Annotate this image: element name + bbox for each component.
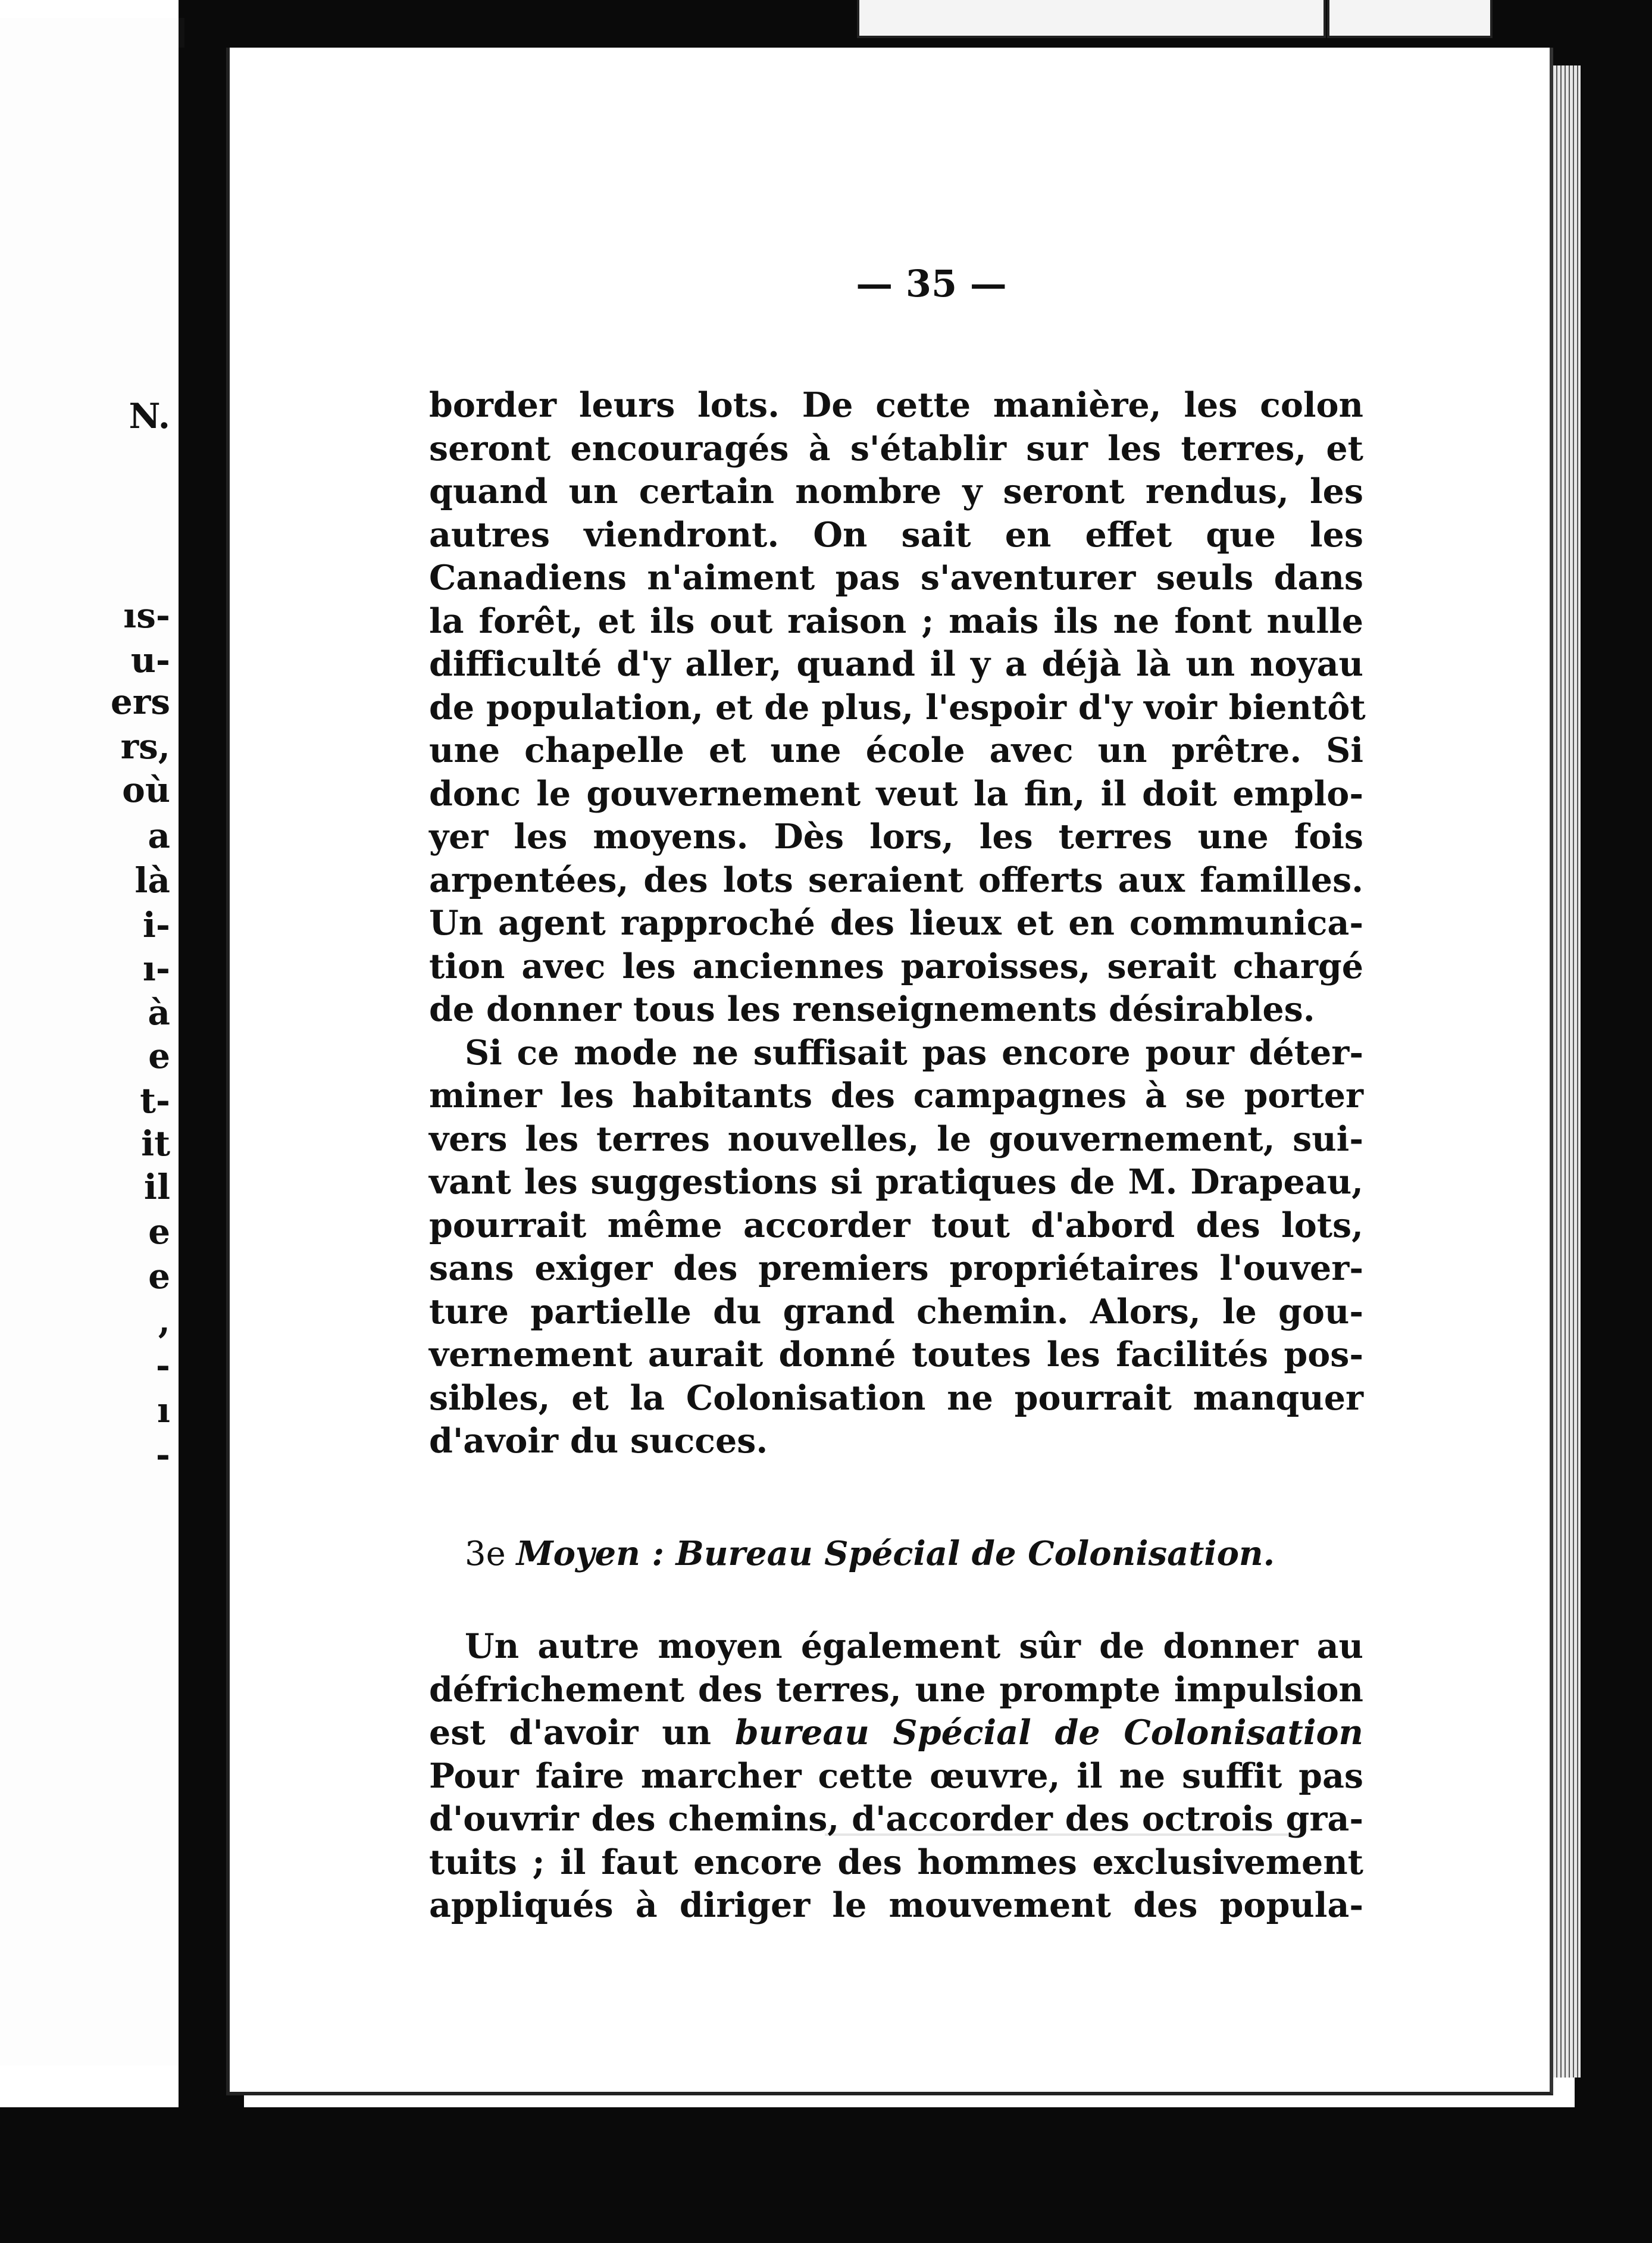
text-line: Si ce mode ne suffisait pas encore pour déter- — [465, 1032, 1363, 1073]
page-number: — 35 — — [856, 262, 1007, 305]
text-line: difficulté d'y aller, quand il y a déjà là un noyau — [429, 644, 1363, 684]
prev-page-fragment: là — [134, 860, 170, 901]
text-line: de population, et de plus, l'espoir d'y voir bientôt — [429, 687, 1366, 727]
prev-page-fragment: ıs- — [123, 595, 170, 636]
paragraph-1-and-2 — [429, 384, 1366, 1463]
prev-page-fragment: e — [148, 1211, 170, 1252]
previous-page — [0, 18, 184, 2066]
prev-page-fragment: e — [148, 1256, 170, 1297]
prev-page-fragment: a — [148, 816, 170, 856]
top-page-tab-right — [1327, 0, 1493, 38]
text-line: vers les terres nouvelles, le gouvernement, sui- — [429, 1119, 1363, 1159]
text-line: quand un certain nombre y seront rendus, les — [429, 471, 1363, 511]
page-edges — [1553, 65, 1581, 2078]
prev-page-fragment: où — [122, 770, 170, 810]
text-line: pourrait même accorder tout d'abord des lots, — [429, 1205, 1363, 1245]
prev-page-fragment: à — [148, 992, 170, 1033]
prev-page-fragment: t- — [140, 1080, 170, 1121]
text-line: yer les moyens. Dès lors, les terres une fois — [429, 817, 1363, 857]
text-line: seront encouragés à s'établir sur les terres, et — [429, 428, 1363, 468]
text-line: donc le gouvernement veut la fin, il doit emplo- — [429, 773, 1363, 814]
prev-page-fragment: e — [148, 1036, 170, 1076]
text-line: autres viendront. On sait en effet que les — [429, 514, 1363, 555]
prev-page-fragment: u- — [130, 640, 170, 680]
prev-page-fragment: il — [143, 1167, 170, 1207]
text-line: Pour faire marcher cette œuvre, il ne suffit pas — [429, 1755, 1363, 1796]
text-line: la forêt, et ils out raison ; mais ils ne font nulle — [429, 601, 1363, 641]
prev-page-fragment: ers — [110, 682, 170, 722]
text-line — [429, 1711, 1363, 1755]
text-line: sibles, et la Colonisation ne pourrait manquer — [429, 1377, 1363, 1418]
text-line: de donner tous les renseignements désirables. — [429, 989, 1315, 1029]
text-line: défrichement des terres, une prompte impulsion — [429, 1669, 1363, 1710]
scan-background-right — [1575, 0, 1652, 2243]
text-line: Canadiens n'aiment pas s'aventurer seuls dans — [429, 558, 1363, 598]
text-line: vernement aurait donné toutes les facilités pos- — [429, 1335, 1363, 1374]
text-line: Un autre moyen également sûr de donner au — [465, 1626, 1363, 1666]
section-title: Moyen : Bureau Spécial de Colonisation. — [516, 1534, 1275, 1573]
prev-page-fragment: - — [155, 1435, 170, 1475]
text-line: Un agent rapproché des lieux et en communica- — [429, 903, 1363, 943]
text-line: ture partielle du grand chemin. Alors, le gou- — [429, 1291, 1363, 1332]
prev-page-fragment: , — [158, 1301, 170, 1341]
book-page — [226, 48, 1553, 2095]
prev-page-fragment: ı — [157, 1390, 170, 1430]
prev-page-fragment: rs, — [120, 726, 170, 767]
paragraph-3 — [429, 1625, 1363, 1928]
text-line: sans exiger des premiers propriétaires l'ouver- — [429, 1248, 1363, 1288]
section-heading — [429, 1530, 1363, 1577]
text-line: tion avec les anciennes paroisses, serait chargé — [429, 946, 1363, 986]
section-number: 3e — [465, 1535, 506, 1573]
emphasized-text: bureau Spécial de Colonisation — [734, 1713, 1363, 1752]
prev-page-fragment: - — [155, 1345, 170, 1386]
text-line: appliqués à diriger le mouvement des popula- — [429, 1885, 1363, 1925]
text-line: une chapelle et une école avec un prêtre. Si — [429, 730, 1363, 770]
text-line: vant les suggestions si pratiques de M. Drapeau, — [429, 1162, 1363, 1202]
prev-page-fragment: i- — [142, 905, 170, 945]
text-span: est d'avoir un — [429, 1713, 735, 1752]
text-line: arpentées, des lots seraient offerts aux familles. — [429, 860, 1363, 900]
prev-page-fragment: ı- — [142, 948, 170, 989]
top-page-tab-left — [857, 0, 1326, 38]
text-line: miner les habitants des campagnes à se porter — [429, 1076, 1363, 1116]
text-line: tuits ; il faut encore des hommes exclusivement — [429, 1842, 1363, 1882]
prev-page-fragment: it — [141, 1123, 170, 1164]
text-line: border leurs lots. De cette manière, les colon — [429, 385, 1363, 425]
text-line: d'avoir du succes. — [429, 1421, 768, 1461]
scan-background-bottom — [0, 2107, 1652, 2243]
prev-page-fragment: N. — [129, 396, 170, 436]
text-line: d'ouvrir des chemins, d'accorder des octrois gra- — [429, 1799, 1363, 1839]
